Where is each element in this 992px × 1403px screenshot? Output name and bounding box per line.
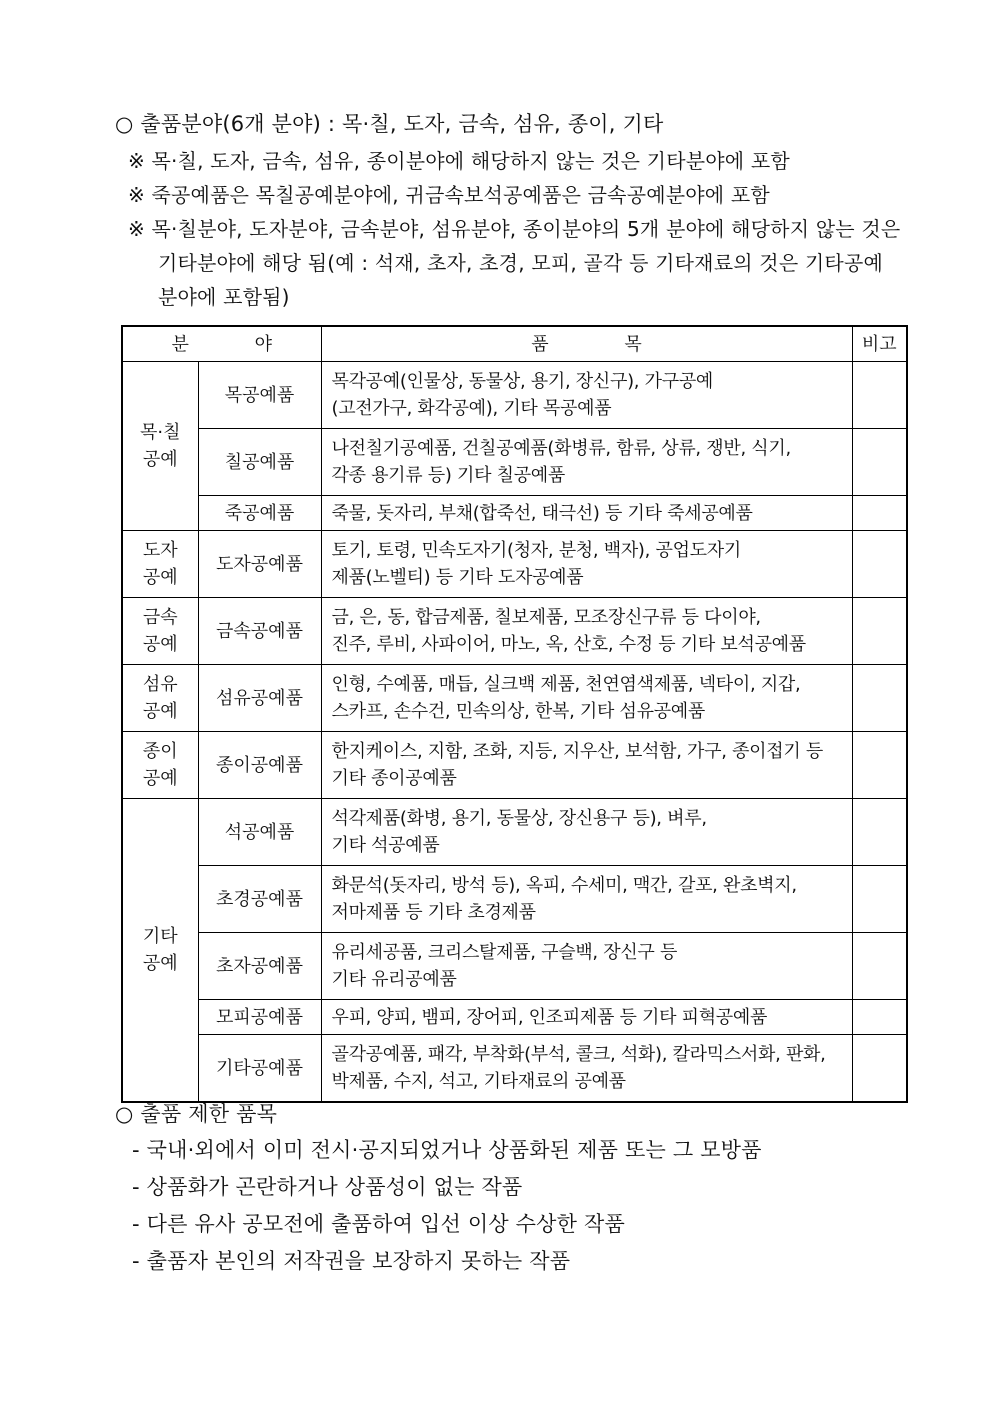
items-line: 우피, 양피, 뱀피, 장어피, 인조피제품 등 기타 피혁공예품 — [331, 1006, 768, 1028]
items-cell — [321, 665, 852, 732]
items-line: 한지케이스, 지함, 조화, 지등, 지우산, 보석함, 가구, 종이접기 등 — [331, 741, 823, 762]
items-line: 골각공예품, 패각, 부착화(부석, 콜크, 석화), 칼라믹스서화, 판화, — [331, 1044, 826, 1065]
remark-cell — [852, 429, 907, 496]
remark-cell — [852, 1035, 907, 1103]
items-line: 저마제품 등 기타 초경제품 — [331, 902, 536, 923]
field-label: 도자 — [142, 540, 178, 561]
remark-cell — [852, 933, 907, 1000]
items-line: 토기, 토령, 민속도자기(청자, 분청, 백자), 공업도자기 — [331, 540, 741, 561]
table-row — [122, 1035, 907, 1103]
items-line: 박제품, 수지, 석고, 기타재료의 공예품 — [331, 1071, 626, 1092]
items-cell — [321, 799, 852, 866]
items-line: 기타 종이공예품 — [331, 768, 457, 789]
remark-cell — [852, 799, 907, 866]
items-line: 죽물, 돗자리, 부채(합죽선, 태극선) 등 기타 죽세공예품 — [331, 502, 753, 524]
category-cell: 도자공예품 — [198, 531, 321, 598]
restriction-item: - 출품자 본인의 저작권을 보장하지 못하는 작품 — [132, 1249, 571, 1273]
field-label: 공예 — [142, 953, 178, 974]
items-cell — [321, 598, 852, 665]
field-label: 공예 — [142, 768, 178, 789]
category-cell: 석공예품 — [198, 799, 321, 866]
field-label: 기타 — [142, 926, 178, 947]
remark-cell — [852, 665, 907, 732]
field-label: 공예 — [142, 701, 178, 722]
section-header: ○ 출품분야(6개 분야) : 목·칠, 도자, 금속, 섬유, 종이, 기타 — [115, 112, 664, 136]
restriction-item: - 다른 유사 공모전에 출품하여 입선 이상 수상한 작품 — [132, 1212, 625, 1236]
items-cell — [321, 732, 852, 799]
items-cell — [321, 496, 852, 531]
field-label: 금속 — [142, 607, 178, 628]
table-row — [122, 665, 907, 732]
field-label: 목·칠 — [140, 422, 181, 443]
remark-cell — [852, 732, 907, 799]
items-cell — [321, 866, 852, 933]
field-label: 종이 — [142, 741, 178, 762]
remark-cell — [852, 598, 907, 665]
table-row — [122, 866, 907, 933]
restriction-title: ○ 출품 제한 품목 — [115, 1102, 278, 1126]
table-header-row — [122, 326, 907, 362]
table-row — [122, 732, 907, 799]
category-cell: 종이공예품 — [198, 732, 321, 799]
note-line: ※ 목·칠, 도자, 금속, 섬유, 종이분야에 해당하지 않는 것은 기타분야에 포함 — [128, 149, 790, 173]
items-cell — [321, 362, 852, 429]
items-cell — [321, 1000, 852, 1035]
header-items: 품 목 — [321, 326, 852, 362]
items-line: 인형, 수예품, 매듭, 실크백 제품, 천연염색제품, 넥타이, 지갑, — [331, 674, 801, 695]
items-line: 제품(노벨티) 등 기타 도자공예품 — [331, 567, 584, 588]
items-line: 금, 은, 동, 합금제품, 칠보제품, 모조장신구류 등 다이야, — [331, 607, 761, 628]
items-line: 석각제품(화병, 용기, 동물상, 장신용구 등), 벼루, — [331, 808, 707, 829]
remark-cell — [852, 1000, 907, 1035]
items-cell — [321, 429, 852, 496]
field-cell — [122, 799, 198, 1103]
remark-cell — [852, 531, 907, 598]
restriction-item: - 국내·외에서 이미 전시·공지되었거나 상품화된 제품 또는 그 모방품 — [132, 1138, 762, 1162]
items-line: 스카프, 손수건, 민속의상, 한복, 기타 섬유공예품 — [331, 701, 705, 722]
header-field: 분 야 — [122, 326, 321, 362]
table-row — [122, 799, 907, 866]
note-line: 분야에 포함됨) — [158, 285, 290, 309]
items-line: 각종 용기류 등) 기타 칠공예품 — [331, 465, 565, 486]
category-cell: 죽공예품 — [198, 496, 321, 531]
items-cell — [321, 933, 852, 1000]
table-row — [122, 598, 907, 665]
note-line: 기타분야에 해당 됨(예 : 석재, 초자, 초경, 모피, 골각 등 기타재료의 것은 기타공예 — [158, 251, 883, 275]
remark-cell — [852, 362, 907, 429]
field-cell — [122, 665, 198, 732]
items-line: 나전칠기공예품, 건칠공예품(화병류, 함류, 상류, 쟁반, 식기, — [331, 438, 791, 459]
category-cell: 목공예품 — [198, 362, 321, 429]
category-cell: 기타공예품 — [198, 1035, 321, 1103]
category-cell: 섬유공예품 — [198, 665, 321, 732]
note-line: ※ 목·칠분야, 도자분야, 금속분야, 섬유분야, 종이분야의 5개 분야에 해당하지 않는 것은 — [128, 217, 901, 241]
note-line: ※ 죽공예품은 목칠공예분야에, 귀금속보석공예품은 금속공예분야에 포함 — [128, 183, 770, 207]
category-cell: 초경공예품 — [198, 866, 321, 933]
items-line: (고전가구, 화각공예), 기타 목공예품 — [331, 398, 612, 419]
table-row — [122, 362, 907, 429]
table-row — [122, 933, 907, 1000]
items-cell — [321, 1035, 852, 1103]
items-line: 목각공예(인물상, 동물상, 용기, 장신구), 가구공예 — [331, 371, 713, 392]
category-cell: 초자공예품 — [198, 933, 321, 1000]
items-line: 기타 석공예품 — [331, 835, 440, 856]
remark-cell — [852, 496, 907, 531]
category-cell: 금속공예품 — [198, 598, 321, 665]
items-line: 유리세공품, 크리스탈제품, 구슬백, 장신구 등 — [331, 942, 678, 963]
category-cell: 모피공예품 — [198, 1000, 321, 1035]
items-line: 화문석(돗자리, 방석 등), 옥피, 수세미, 맥간, 갈포, 완초벽지, — [331, 875, 797, 896]
field-cell — [122, 598, 198, 665]
field-label: 섬유 — [142, 674, 178, 695]
table-row — [122, 496, 907, 531]
table-row — [122, 1000, 907, 1035]
items-line: 진주, 루비, 사파이어, 마노, 옥, 산호, 수정 등 기타 보석공예품 — [331, 634, 806, 655]
table-body — [122, 362, 907, 1103]
category-cell: 칠공예품 — [198, 429, 321, 496]
field-cell — [122, 531, 198, 598]
table-row — [122, 429, 907, 496]
items-line: 기타 유리공예품 — [331, 969, 457, 990]
field-label: 공예 — [142, 567, 178, 588]
header-remark: 비고 — [852, 326, 907, 362]
table-row — [122, 531, 907, 598]
restriction-item: - 상품화가 곤란하거나 상품성이 없는 작품 — [132, 1175, 523, 1199]
category-table — [121, 325, 908, 1103]
field-label: 공예 — [142, 449, 178, 470]
field-cell — [122, 362, 198, 531]
remark-cell — [852, 866, 907, 933]
field-cell — [122, 732, 198, 799]
field-label: 공예 — [142, 634, 178, 655]
items-cell — [321, 531, 852, 598]
